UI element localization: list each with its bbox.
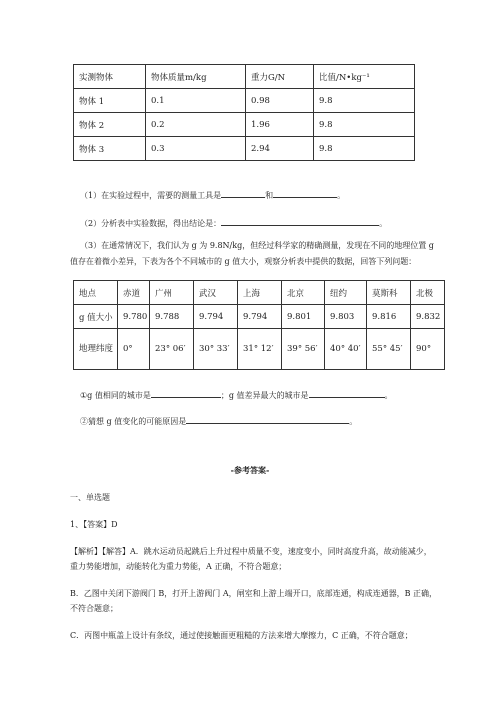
table-cell: 莫斯科 xyxy=(367,281,411,305)
table-cell: 物体 1 xyxy=(74,89,146,113)
answer-blank xyxy=(186,414,349,424)
table-header-cell: 实测物体 xyxy=(74,65,146,89)
table-cell: 0° xyxy=(118,329,150,370)
table-cell: 30° 33′ xyxy=(194,329,238,370)
answer-item-1: 1、【答案】D xyxy=(70,520,118,529)
table-cell: 北极 xyxy=(411,281,445,305)
question-1-end: 。 xyxy=(337,191,346,200)
table-cell: 9.788 xyxy=(150,305,194,329)
question-3b-end: 。 xyxy=(349,417,358,426)
answer-blank xyxy=(221,216,379,226)
answer-blank xyxy=(151,388,221,398)
question-3-line-2: 值存在着微小差异，下表为各个不同城市的 g 值大小，观察分析表中提供的数据，回答下列问题： xyxy=(70,257,417,266)
table-row xyxy=(74,137,415,161)
table-cell: 纽约 xyxy=(325,281,367,305)
option-b-line-2: 不符合题意； xyxy=(70,604,118,613)
answer-heading: -参考答案- xyxy=(230,465,270,475)
table-row xyxy=(74,329,445,370)
table-cell: 55° 45′ xyxy=(367,329,411,370)
table-cell: 武汉 xyxy=(194,281,238,305)
question-3a-end: 。 xyxy=(384,391,393,400)
table-header-cell: 重力G/N xyxy=(246,65,314,89)
question-2-prefix: （2）分析表中实验数据，得出结论是： xyxy=(80,219,222,228)
question-1 xyxy=(80,188,345,201)
question-3a xyxy=(80,388,393,401)
table-cell: 地点 xyxy=(74,281,118,305)
table-header-cell: 物体质量m/kg xyxy=(146,65,246,89)
table-cell: 9.8 xyxy=(314,89,415,113)
table-cell: 0.2 xyxy=(146,113,246,137)
table-cell: 上海 xyxy=(238,281,282,305)
city-g-table xyxy=(73,280,445,370)
table-cell: 9.816 xyxy=(367,305,411,329)
option-c-line-1: C．丙图中瓶盖上设计有条纹，通过使接触面更粗糙的方法来增大摩擦力，C 正确，不符合题意； xyxy=(70,631,413,640)
answer-blank xyxy=(309,388,385,398)
table-cell: 9.801 xyxy=(282,305,325,329)
table-cell: g 值大小 xyxy=(74,305,118,329)
table-cell: 0.98 xyxy=(246,89,314,113)
table-cell: 9.780 xyxy=(118,305,150,329)
option-b-line-1: B．乙图中关闭下游阀门 B，打开上游阀门 A，闸室和上游上端开口，底部连通，构成连通器，B 正确， xyxy=(70,589,438,598)
table-cell: 31° 12′ xyxy=(238,329,282,370)
table-row xyxy=(74,281,445,305)
question-2 xyxy=(80,216,387,229)
answer-blank xyxy=(273,188,337,198)
table-cell: 9.832 xyxy=(411,305,445,329)
table-cell: 0.3 xyxy=(146,137,246,161)
table-cell: 0.1 xyxy=(146,89,246,113)
table-cell: 广州 xyxy=(150,281,194,305)
table-cell: 23° 06′ xyxy=(150,329,194,370)
measurement-table xyxy=(73,64,415,161)
table-cell: 北京 xyxy=(282,281,325,305)
question-3-line-1: （3）在通常情况下，我们认为 g 为 9.8N/kg，但经过科学家的精确测量，发现在不同的地理位置 g xyxy=(80,241,434,250)
table-cell: 9.794 xyxy=(238,305,282,329)
analysis-line-2: 重力势能增加，动能转化为重力势能，A 正确，不符合题意； xyxy=(70,562,287,571)
question-3b-prefix: ②猜想 g 值变化的可能原因是 xyxy=(80,417,187,426)
table-cell: 物体 2 xyxy=(74,113,146,137)
analysis-line-1: 【解析】【解答】A．跳水运动员起跳后上升过程中质量不变，速度变小，同时高度升高，故动能减少， xyxy=(70,547,432,556)
section-title: 一、单选题 xyxy=(70,493,110,502)
question-3b xyxy=(80,414,357,427)
table-header-cell: 比值/N•kg⁻¹ xyxy=(314,65,415,89)
table-cell: 39° 56′ xyxy=(282,329,325,370)
table-row xyxy=(74,305,445,329)
question-1-mid: 和 xyxy=(265,191,274,200)
table-row xyxy=(74,113,415,137)
table-cell: 9.8 xyxy=(314,137,415,161)
table-cell: 赤道 xyxy=(118,281,150,305)
table-cell: 9.8 xyxy=(314,113,415,137)
table-row xyxy=(74,89,415,113)
question-1-prefix: （1）在实验过程中，需要的测量工具是 xyxy=(80,191,222,200)
table-header-row xyxy=(74,65,415,89)
question-3a-prefix: ①g 值相同的城市是 xyxy=(80,391,151,400)
table-cell: 2.94 xyxy=(246,137,314,161)
table-cell: 40° 40′ xyxy=(325,329,367,370)
table-cell: 1.96 xyxy=(246,113,314,137)
table-cell: 物体 3 xyxy=(74,137,146,161)
answer-blank xyxy=(221,188,265,198)
table-cell: 9.794 xyxy=(194,305,238,329)
table-cell: 地理纬度 xyxy=(74,329,118,370)
table-cell: 90° xyxy=(411,329,445,370)
table-cell: 9.803 xyxy=(325,305,367,329)
question-2-end: 。 xyxy=(379,219,388,228)
question-3a-mid: ；g 值差异最大的城市是 xyxy=(220,391,309,400)
